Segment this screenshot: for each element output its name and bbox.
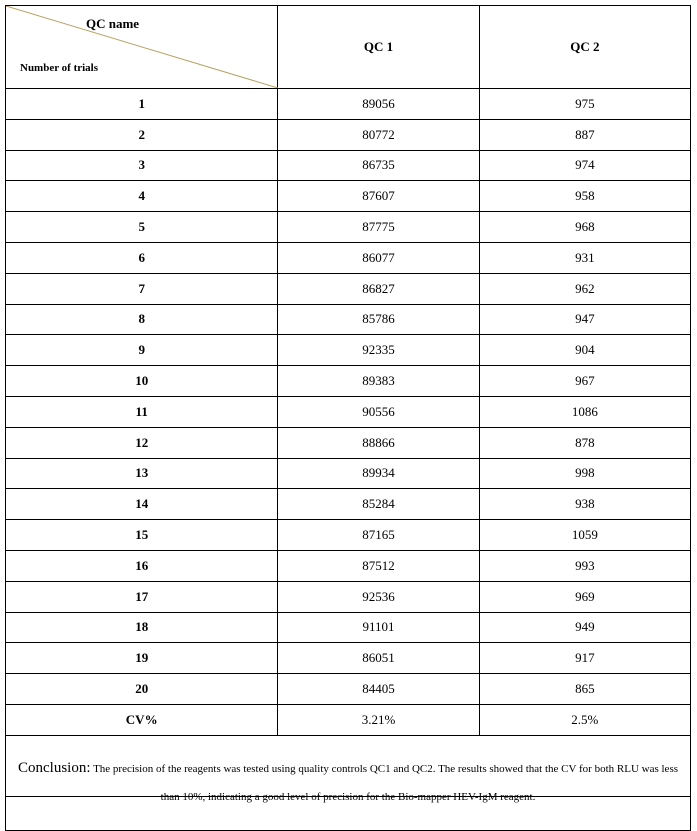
trial-number-cell: 14 xyxy=(6,489,278,520)
qc2-value-cell: 865 xyxy=(479,674,690,705)
trial-number-cell: 5 xyxy=(6,212,278,243)
table-row xyxy=(6,458,691,489)
table-row xyxy=(6,150,691,181)
qc1-value-cell: 86051 xyxy=(278,643,479,674)
qc2-value-cell: 968 xyxy=(479,212,690,243)
qc2-value-cell: 904 xyxy=(479,335,690,366)
qc2-value-cell: 917 xyxy=(479,643,690,674)
qc2-header: QC 2 xyxy=(479,6,690,89)
table-row xyxy=(6,427,691,458)
qc1-value-cell: 89056 xyxy=(278,89,479,120)
cv-qc1-cell: 3.21% xyxy=(278,704,479,735)
trial-number-cell: 12 xyxy=(6,427,278,458)
qc2-value-cell: 887 xyxy=(479,119,690,150)
qc1-value-cell: 90556 xyxy=(278,396,479,427)
qc2-value-cell: 949 xyxy=(479,612,690,643)
trial-number-cell: 17 xyxy=(6,581,278,612)
qc1-value-cell: 89383 xyxy=(278,366,479,397)
table-row xyxy=(6,396,691,427)
qc1-value-cell: 92335 xyxy=(278,335,479,366)
conclusion-text: The precision of the reagents was tested using quality controls QC1 and QC2. The results showed that the CV for both RLU was less than 10%, indicating a good level of precision for the Bio-mapper HEV-IgM reagent. xyxy=(93,763,679,804)
qc2-value-cell: 947 xyxy=(479,304,690,335)
conclusion-label: Conclusion: xyxy=(17,760,91,777)
trial-number-cell: 19 xyxy=(6,643,278,674)
qc2-value-cell: 967 xyxy=(479,366,690,397)
table-row xyxy=(6,212,691,243)
trial-number-cell: 7 xyxy=(6,273,278,304)
qc1-value-cell: 88866 xyxy=(278,427,479,458)
qc-name-label: QC name xyxy=(86,16,140,31)
table-row xyxy=(6,304,691,335)
table-row xyxy=(6,489,691,520)
results-table xyxy=(5,5,691,831)
table-row xyxy=(6,119,691,150)
header-row xyxy=(6,6,691,89)
table-row xyxy=(6,366,691,397)
trial-number-cell: 6 xyxy=(6,242,278,273)
table-row xyxy=(6,242,691,273)
qc1-header: QC 1 xyxy=(278,6,479,89)
corner-header-cell xyxy=(6,6,278,89)
conclusion-row xyxy=(6,735,691,830)
qc2-value-cell: 938 xyxy=(479,489,690,520)
diagonal-divider xyxy=(6,6,278,88)
qc2-value-cell: 993 xyxy=(479,550,690,581)
trial-number-cell: 1 xyxy=(6,89,278,120)
qc2-value-cell: 931 xyxy=(479,242,690,273)
table-row xyxy=(6,612,691,643)
qc2-value-cell: 974 xyxy=(479,150,690,181)
table-row xyxy=(6,581,691,612)
trial-number-cell: 9 xyxy=(6,335,278,366)
table-row xyxy=(6,273,691,304)
qc2-value-cell: 1059 xyxy=(479,520,690,551)
qc1-value-cell: 86827 xyxy=(278,273,479,304)
table-row xyxy=(6,550,691,581)
trial-number-cell: 2 xyxy=(6,119,278,150)
trial-number-cell: 16 xyxy=(6,550,278,581)
qc1-value-cell: 92536 xyxy=(278,581,479,612)
trial-number-cell: 18 xyxy=(6,612,278,643)
table-row xyxy=(6,520,691,551)
qc1-value-cell: 87775 xyxy=(278,212,479,243)
trial-number-cell: 3 xyxy=(6,150,278,181)
trial-number-cell: 8 xyxy=(6,304,278,335)
table-row xyxy=(6,181,691,212)
trial-number-cell: 20 xyxy=(6,674,278,705)
qc2-value-cell: 975 xyxy=(479,89,690,120)
qc1-value-cell: 87165 xyxy=(278,520,479,551)
qc1-value-cell: 89934 xyxy=(278,458,479,489)
qc1-value-cell: 87512 xyxy=(278,550,479,581)
qc-precision-table xyxy=(5,5,691,804)
qc1-value-cell: 91101 xyxy=(278,612,479,643)
qc2-value-cell: 962 xyxy=(479,273,690,304)
table-row xyxy=(6,643,691,674)
trial-number-cell: 10 xyxy=(6,366,278,397)
number-of-trials-label: Number of trials xyxy=(20,62,99,74)
qc2-value-cell: 998 xyxy=(479,458,690,489)
qc1-value-cell: 86077 xyxy=(278,242,479,273)
qc1-value-cell: 85786 xyxy=(278,304,479,335)
cv-qc2-cell: 2.5% xyxy=(479,704,690,735)
qc2-value-cell: 878 xyxy=(479,427,690,458)
qc1-value-cell: 80772 xyxy=(278,119,479,150)
qc1-value-cell: 84405 xyxy=(278,674,479,705)
table-row xyxy=(6,89,691,120)
trial-number-cell: 4 xyxy=(6,181,278,212)
cv-label-cell: CV% xyxy=(6,704,278,735)
trial-number-cell: 15 xyxy=(6,520,278,551)
trial-number-cell: 11 xyxy=(6,396,278,427)
qc1-value-cell: 87607 xyxy=(278,181,479,212)
cv-row xyxy=(6,704,691,735)
qc2-value-cell: 1086 xyxy=(479,396,690,427)
table-row xyxy=(6,674,691,705)
conclusion-cell xyxy=(6,735,691,830)
qc2-value-cell: 958 xyxy=(479,181,690,212)
qc1-value-cell: 86735 xyxy=(278,150,479,181)
qc1-value-cell: 85284 xyxy=(278,489,479,520)
trial-number-cell: 13 xyxy=(6,458,278,489)
table-row xyxy=(6,335,691,366)
qc2-value-cell: 969 xyxy=(479,581,690,612)
